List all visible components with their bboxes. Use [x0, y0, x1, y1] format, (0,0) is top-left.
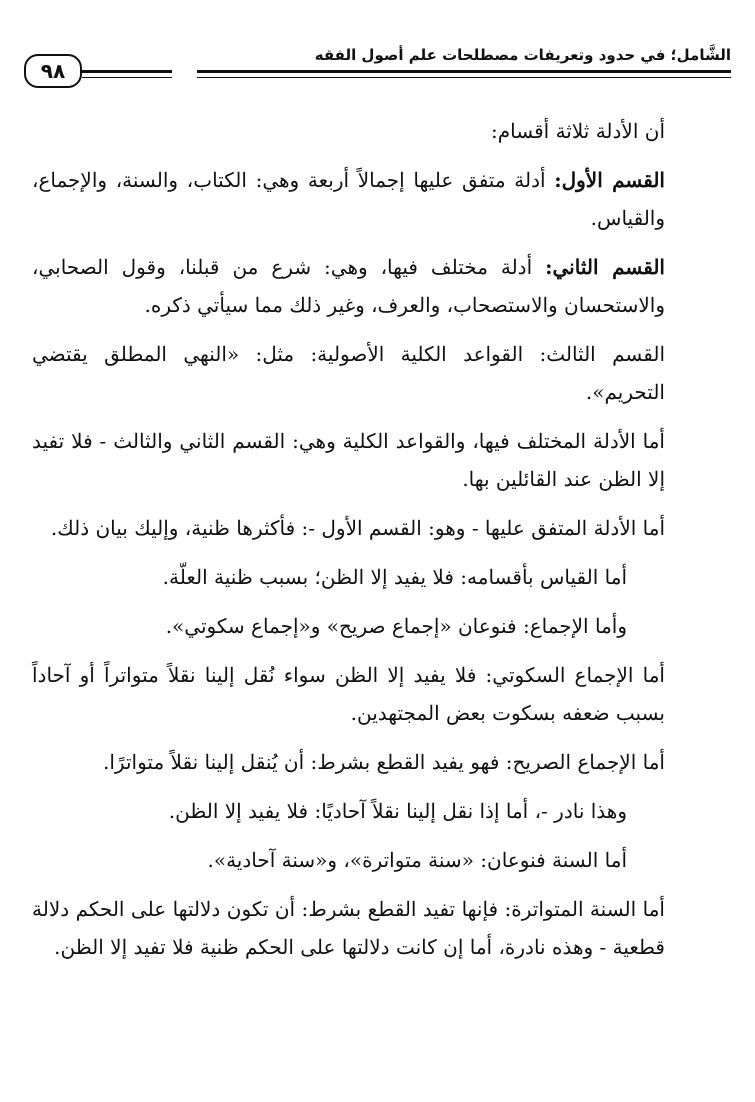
paragraph-text: أما الإجماع الصريح: فهو يفيد القطع بشرط: أن يُنقل إلينا نقلاً متواترًا. — [103, 750, 665, 774]
header-rule-thick — [197, 70, 731, 73]
paragraph-10 — [32, 743, 665, 781]
paragraph-text: أما الأدلة المتفق عليها - وهو: القسم الأول -: فأكثرها ظنية، وإليك بيان ذلك. — [50, 516, 665, 540]
paragraph-7 — [32, 558, 665, 596]
header-title: الشَّامل؛ في حدود وتعريفات مصطلحات علم أصول الفقه — [314, 46, 731, 64]
paragraph-13 — [32, 890, 665, 966]
body-text — [32, 112, 665, 977]
paragraph-text: أدلة متفق عليها إجمالاً أربعة وهي: الكتاب، والسنة، والإجماع، والقياس. — [32, 168, 665, 230]
paragraph-11 — [32, 792, 665, 830]
paragraph-4 — [32, 335, 665, 411]
paragraph-5 — [32, 422, 665, 498]
running-header — [24, 46, 731, 96]
paragraph-3 — [32, 248, 665, 324]
paragraph-lead: القسم الثاني: — [545, 255, 665, 279]
paragraph-text: أما القياس بأقسامه: فلا يفيد إلا الظن؛ بسبب ظنية العلّة. — [162, 565, 627, 589]
paragraph-text: أما الأدلة المختلف فيها، والقواعد الكلية وهي: القسم الثاني والثالث - فلا تفيد إلا الظن عند القائلين بها. — [32, 429, 665, 491]
paragraph-text: أن الأدلة ثلاثة أقسام: — [491, 119, 665, 143]
paragraph-text: القسم الثالث: القواعد الكلية الأصولية: مثل: «النهي المطلق يقتضي التحريم». — [32, 342, 665, 404]
paragraph-9 — [32, 656, 665, 732]
paragraph-2 — [32, 161, 665, 237]
paragraph-1 — [32, 112, 665, 150]
header-rule-thin — [197, 77, 731, 78]
paragraph-lead: القسم الأول: — [554, 168, 665, 192]
paragraph-text: أدلة مختلف فيها، وهي: شرع من قبلنا، وقول الصحابي، والاستحسان والاستصحاب، والعرف، وغير ذلك مما سيأتي ذكره. — [32, 255, 665, 317]
paragraph-text: أما السنة فنوعان: «سنة متواترة»، و«سنة آحادية». — [207, 848, 627, 872]
header-rule-left-thin — [82, 77, 172, 78]
paragraph-12 — [32, 841, 665, 879]
paragraph-text: أما السنة المتواترة: فإنها تفيد القطع بشرط: أن تكون دلالتها على الحكم دلالة قطعية - وهذه نادرة، أما إن كانت دلالتها على الحكم ظنية فلا تفيد إلا الظن. — [32, 897, 665, 959]
paragraph-6 — [32, 509, 665, 547]
header-rule-left-thick — [82, 70, 172, 73]
page-number: ٩٨ — [24, 54, 82, 88]
paragraph-text: أما الإجماع السكوتي: فلا يفيد إلا الظن سواء نُقل إلينا نقلاً متواتراً أو آحاداً بسبب ضعفه بسكوت بعض المجتهدين. — [32, 663, 665, 725]
paragraph-text: وأما الإجماع: فنوعان «إجماع صريح» و«إجماع سكوتي». — [165, 614, 627, 638]
paragraph-8 — [32, 607, 665, 645]
paragraph-text: وهذا نادر -، أما إذا نقل إلينا نقلاً آحاديًا: فلا يفيد إلا الظن. — [168, 799, 627, 823]
